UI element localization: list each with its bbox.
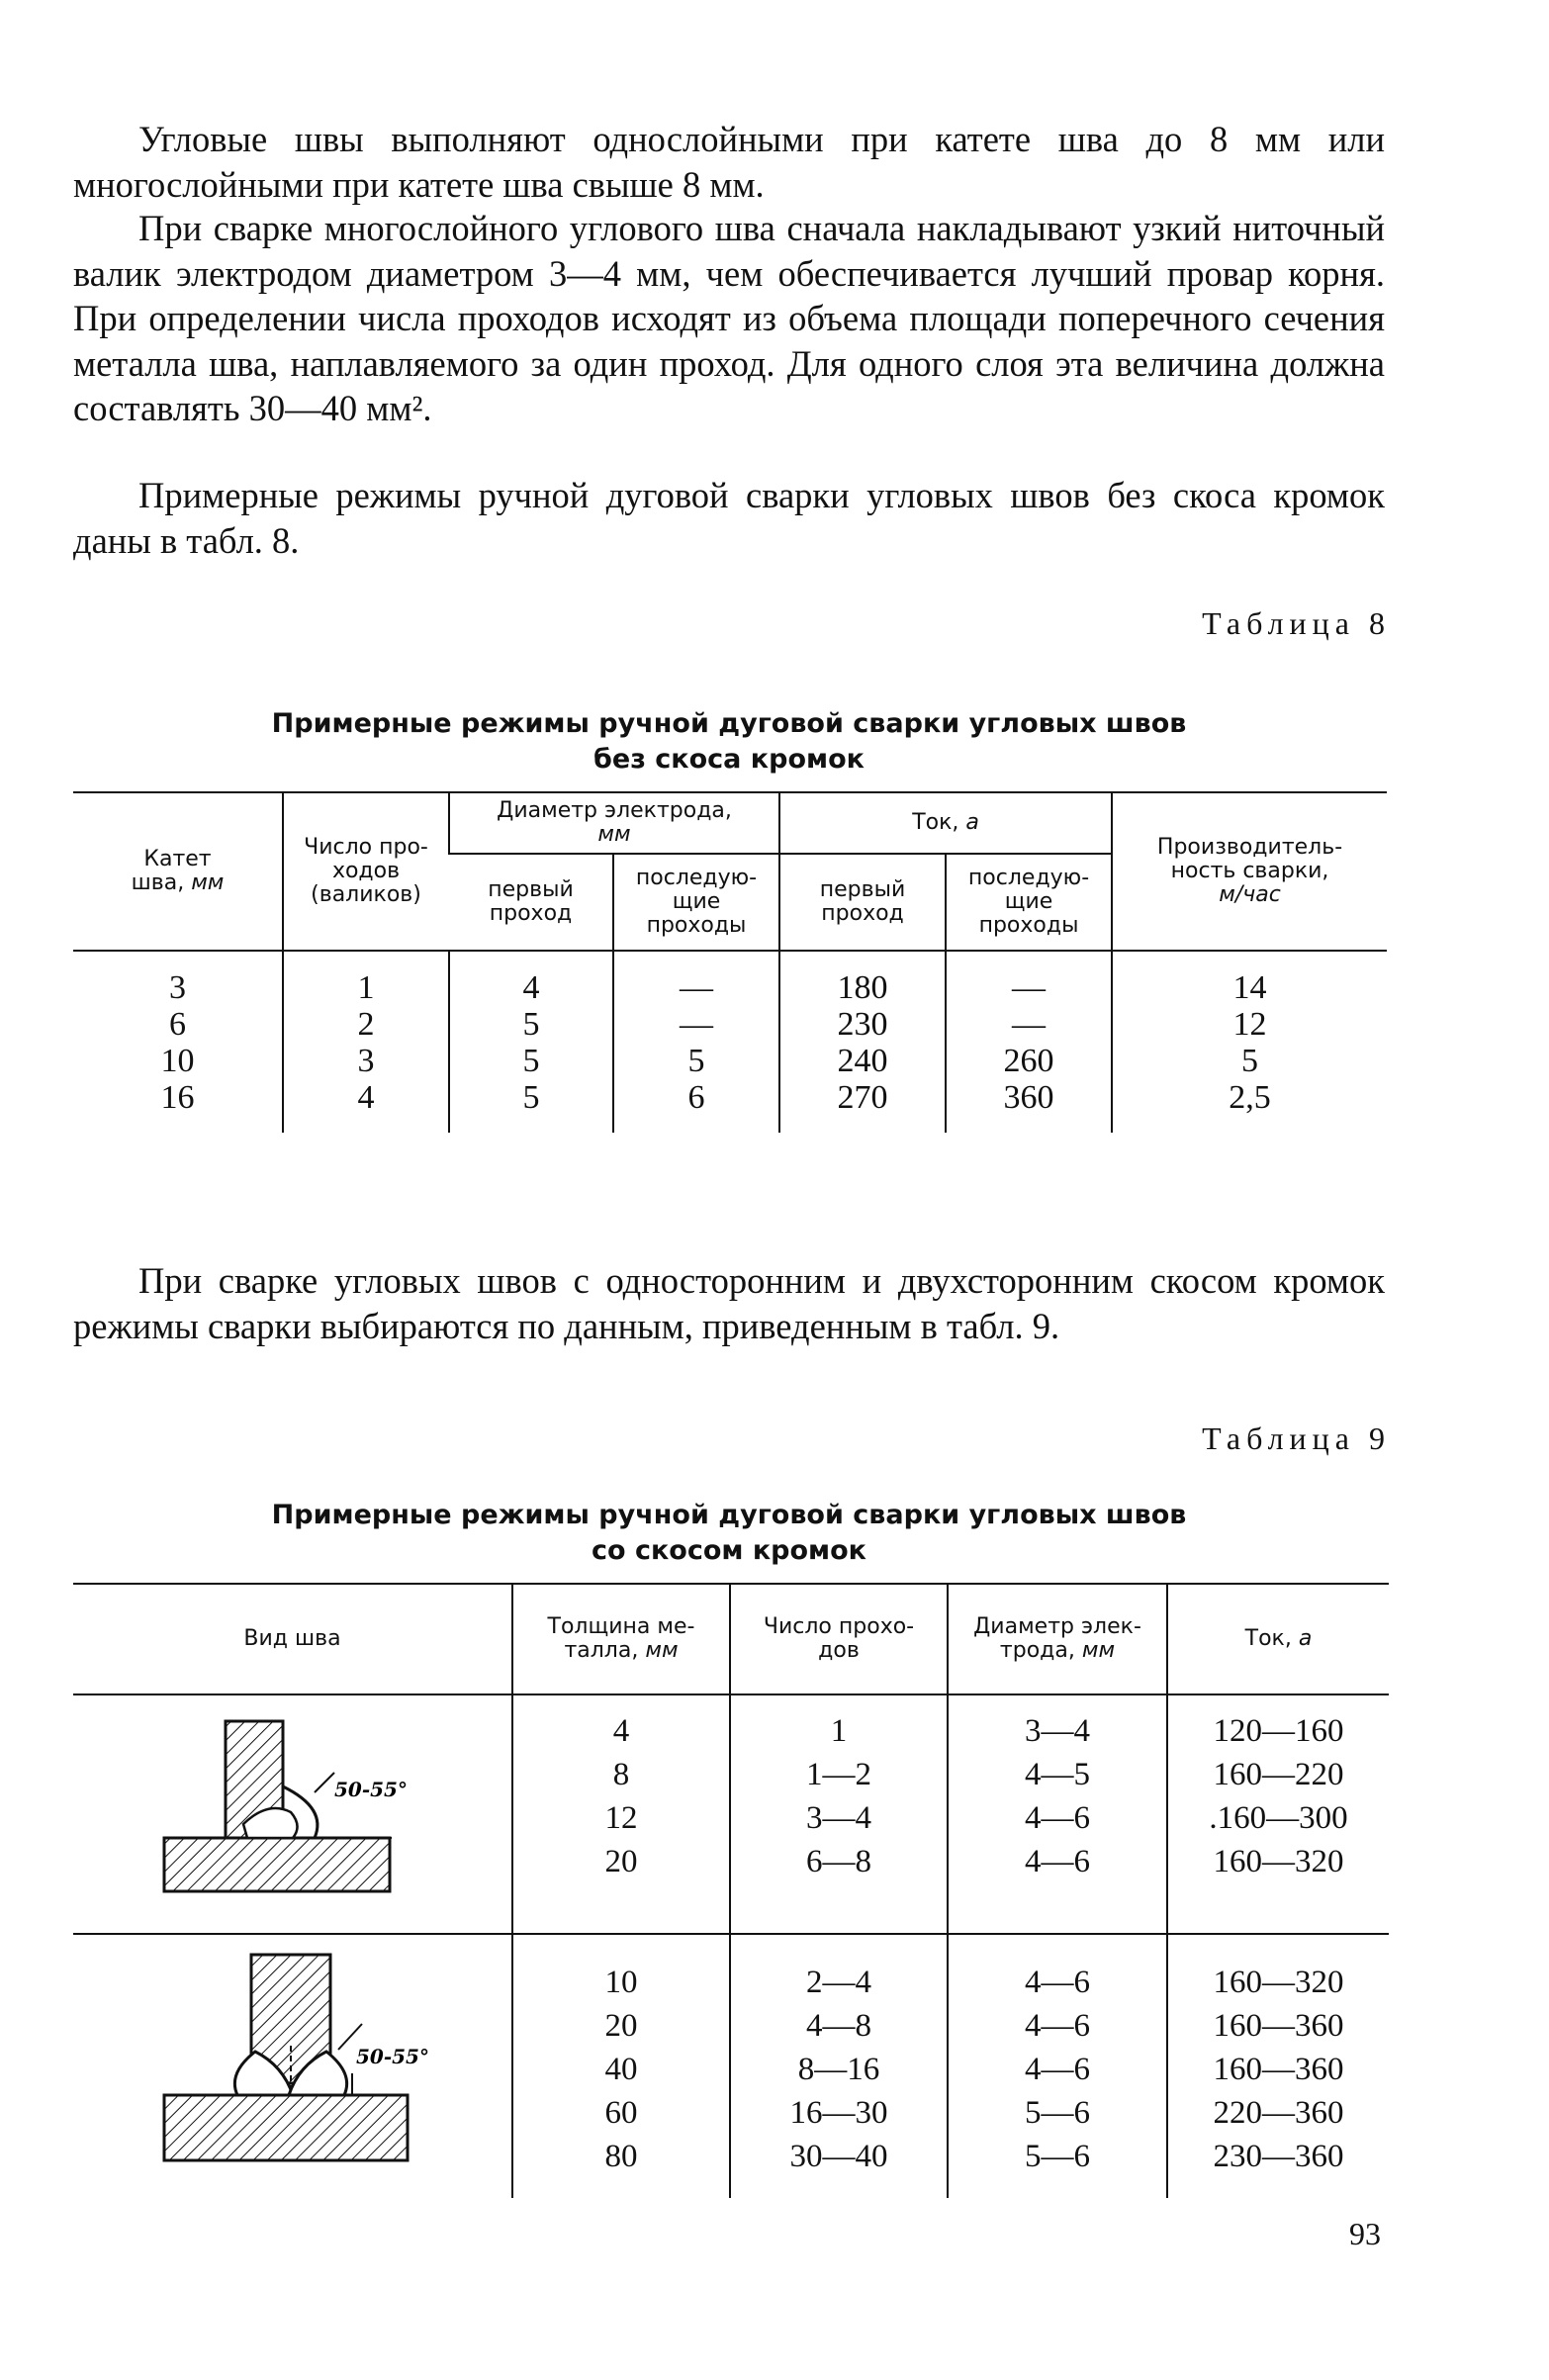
t8-header-diam-first: первый проход	[449, 854, 613, 951]
t8-header-passes: Число про- ходов (валиков)	[283, 792, 449, 951]
table-8-title-line2: без скоса кромок	[593, 744, 865, 775]
bevel-angle-label: 50-55°	[333, 1778, 408, 1801]
t9-g1-passes: 1 1—2 3—4 6—8	[730, 1694, 948, 1934]
t9-group-1	[73, 1694, 1389, 1934]
t9-g2-passes: 2—4 4—8 8—16 16—30 30—40	[730, 1934, 948, 2198]
page-number: 93	[1349, 2216, 1381, 2251]
t9-g2-thickness: 10 20 40 60 80	[512, 1934, 730, 2198]
table-8	[73, 791, 1387, 1133]
t9-group-2	[73, 1934, 1389, 2198]
t9-header-passes: Число прохо- дов	[730, 1584, 948, 1694]
t9-g2-current: 160—320 160—360 160—360 220—360 230—360	[1167, 1934, 1389, 2198]
t9-header-diameter: Диаметр элек- трода, мм	[948, 1584, 1167, 1694]
t8-header-diam-next: последую- щие проходы	[613, 854, 779, 951]
t9-header-current: Ток, а	[1167, 1584, 1389, 1694]
t8-col-diam-next: — — 5 6	[613, 951, 779, 1133]
t8-header-cur-next: последую- щие проходы	[946, 854, 1112, 951]
t8-col-diam-first: 4 5 5 5	[449, 951, 613, 1133]
t8-col-cur-first: 180 230 240 270	[779, 951, 946, 1133]
table-9-title-line1: Примерные режимы ручной дуговой сварки угловых швов	[271, 1500, 1187, 1530]
t8-header-diameter: Диаметр электрода, мм	[449, 792, 779, 854]
paragraph-3: Примерные режимы ручной дуговой сварки угловых швов без скоса кромок даны в табл. 8.	[73, 475, 1385, 561]
table-8-title	[73, 706, 1385, 778]
horizontal-plate	[164, 1838, 390, 1891]
t9-g1-thickness: 4 8 12 20	[512, 1694, 730, 1934]
table-8-number: Таблица 8	[1202, 605, 1391, 641]
t8-col-productivity: 14 12 5 2,5	[1112, 951, 1387, 1133]
t9-header-kind: Вид шва	[73, 1584, 512, 1694]
bevel-angle-label: 50-55°	[355, 2045, 429, 2068]
t9-g1-diameter: 3—4 4—5 4—6 4—6	[948, 1694, 1167, 1934]
table-9-title	[73, 1498, 1385, 1569]
paragraph-1: Угловые швы выполняют однослойными при катете шва до 8 мм или многослойными при катете шва свыше 8 мм.	[73, 119, 1385, 205]
table-9	[73, 1583, 1389, 2198]
t8-body	[73, 951, 1387, 1133]
table-9-number: Таблица 9	[1202, 1420, 1391, 1456]
table-9-title-line2: со скосом кромок	[591, 1535, 866, 1566]
table-8-title-line1: Примерные режимы ручной дуговой сварки угловых швов	[271, 708, 1187, 739]
t8-header-current: Ток, а	[779, 792, 1112, 854]
t8-col-katet: 3 6 10 16	[160, 969, 195, 1116]
t8-header-productivity: Производитель- ность сварки, м/час	[1112, 792, 1387, 951]
paragraph-4: При сварке угловых швов с односторонним и двухсторонним скосом кромок режимы сварки выбираются по данным, приведенным в табл. 9.	[73, 1260, 1385, 1346]
weld-diagram-double-bevel	[73, 1934, 512, 2198]
t8-header-katet: Катет шва, мм	[73, 792, 283, 951]
paragraph-2: При сварке многослойного углового шва сначала накладывают узкий ниточный валик электродом диаметром 3—4 мм, чем обеспечивается лучший провар корня. При определении числа проходов исходят из объема площади поперечного сечения металла шва, наплавляемого за один проход. Для одного слоя эта величина должна составлять 30—40 мм².	[73, 208, 1385, 428]
t9-g2-diameter: 4—6 4—6 4—6 5—6 5—6	[948, 1934, 1167, 2198]
t8-col-cur-next: — — 260 360	[946, 951, 1112, 1133]
t9-header-thickness: Толщина ме- талла, мм	[512, 1584, 730, 1694]
t8-col-passes: 1 2 3 4	[283, 951, 449, 1133]
t8-header-cur-first: первый проход	[779, 854, 946, 951]
t9-g1-current: 120—160 160—220 .160—300 160—320	[1167, 1694, 1389, 1934]
horizontal-plate	[164, 2095, 408, 2160]
weld-diagram-single-bevel	[73, 1694, 512, 1934]
